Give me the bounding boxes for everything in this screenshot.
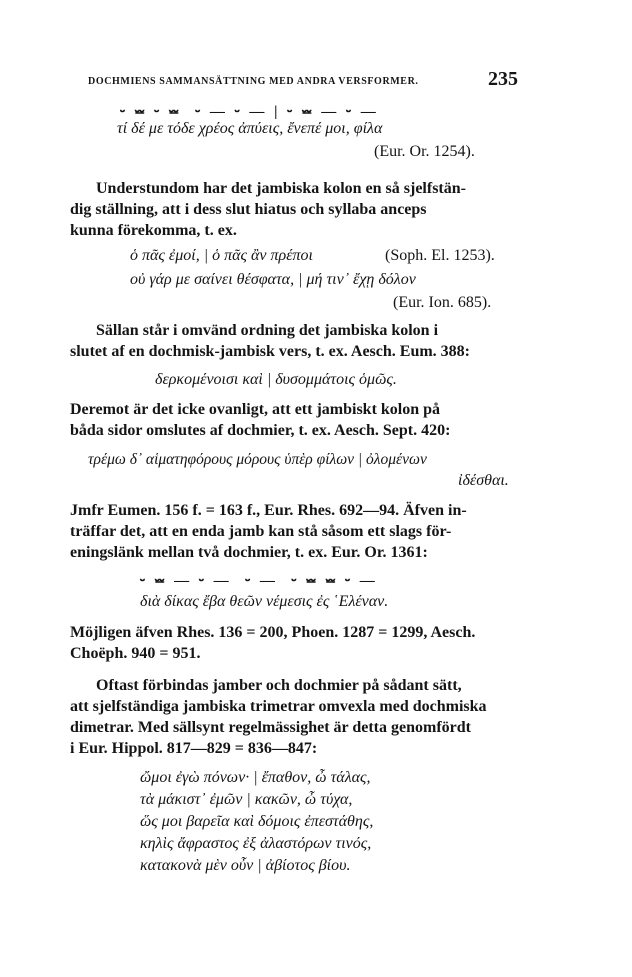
paragraph-line: Sällan står i omvänd ordning det jambiska kolon i	[96, 322, 439, 339]
greek-verse: κατακονὰ μὲν οὖν | ἀβίοτος βίου.	[140, 857, 351, 874]
greek-verse: ὤμοι ἐγὼ πόνων· | ἔπαθον, ὦ τάλας,	[140, 769, 371, 786]
paragraph-line: Choëph. 940 = 951.	[70, 645, 201, 662]
citation: (Eur. Ion. 685).	[393, 294, 492, 311]
greek-verse: ὥς μοι βαρεῖα καὶ δόμοις ἐπεστάθης,	[140, 813, 374, 830]
paragraph-line: båda sidor omslutes af dochmier, t. ex. Aesch. Sept. 420:	[70, 422, 451, 439]
greek-verse: οὐ γάρ με σαίνει θέσφατα, | μή τιν᾽ ἔχῃ δόλον	[130, 271, 416, 288]
greek-verse: διὰ δίκας ἔβα θεῶν νέμεσις ἐς ῾Ελέναν.	[140, 593, 389, 610]
paragraph-line: slutet af en dochmisk-jambisk vers, t. ex. Aesch. Eum. 388:	[70, 343, 470, 360]
paragraph-line: Deremot är det icke ovanligt, att ett jambiskt kolon på	[70, 401, 441, 418]
greek-verse: τὰ μάκιστ᾽ ἐμῶν | κακῶν, ὦ τύχα,	[140, 791, 353, 808]
page-number: 235	[488, 68, 518, 90]
paragraph-line: dig ställning, att i dess slut hiatus och syllaba anceps	[70, 201, 427, 218]
citation: (Soph. El. 1253).	[385, 247, 495, 264]
paragraph-line: Oftast förbindas jamber och dochmier på sådant sätt,	[96, 677, 462, 694]
paragraph	[70, 178, 546, 241]
paragraph-line: Understundom har det jambiska kolon en så sjelfstän-	[96, 180, 466, 197]
metrical-scheme: ⏑ ⏕ — ⏑ — ⏑ — ⏑ ⏕ ⏕ ⏑ —	[140, 573, 378, 589]
paragraph	[70, 320, 546, 362]
paragraph-line: kunna förekomma, t. ex.	[70, 222, 237, 239]
paragraph-line: i Eur. Hippol. 817—829 = 836—847:	[70, 740, 318, 757]
paragraph-line: eningslänk mellan två dochmier, t. ex. Eur. Or. 1361:	[70, 544, 428, 561]
paragraph	[70, 399, 546, 441]
paragraph	[70, 622, 546, 664]
paragraph-line: Möjligen äfven Rhes. 136 = 200, Phoen. 1287 = 1299, Aesch.	[70, 624, 476, 641]
greek-verse: ὁ πᾶς ἐμοί, | ὁ πᾶς ἂν πρέποι	[130, 247, 313, 264]
greek-verse: τί δέ με τόδε χρέος ἀπύεις, ἔνεπέ μοι, φίλα	[117, 120, 383, 137]
paragraph	[70, 675, 546, 759]
paragraph-line: dimetrar. Med sällsynt regelmässighet är detta genomfördt	[70, 719, 471, 736]
metrical-scheme: ⏑ ⏕ ⏑ ⏕ ⏑ — ⏑ — | ⏑ ⏕ — ⏑ —	[120, 104, 379, 120]
greek-verse: κηλὶς ἄφραστος ἐξ ἀλαστόρων τινός,	[140, 835, 372, 852]
paragraph-line: att sjelfständiga jambiska trimetrar omvexla med dochmiska	[70, 698, 487, 715]
paragraph	[70, 500, 546, 563]
paragraph-line: träffar det, att en enda jamb kan stå såsom ett slags för-	[70, 523, 452, 540]
greek-verse: τρέμω δ᾽ αἱματηφόρους μόρους ὑπὲρ φίλων | ὀλομένων	[88, 451, 427, 468]
greek-verse: ἰδέσθαι.	[458, 472, 509, 489]
page-header	[88, 68, 518, 96]
paragraph-line: Jmfr Eumen. 156 f. = 163 f., Eur. Rhes. 692—94. Äfven in-	[70, 502, 467, 519]
greek-verse: δερκομένοισι καὶ | δυσομμάτοις ὁμῶς.	[155, 371, 397, 388]
citation: (Eur. Or. 1254).	[374, 143, 475, 160]
running-title: DOCHMIENS SAMMANSÄTTNING MED ANDRA VERSFORMER.	[88, 76, 419, 87]
